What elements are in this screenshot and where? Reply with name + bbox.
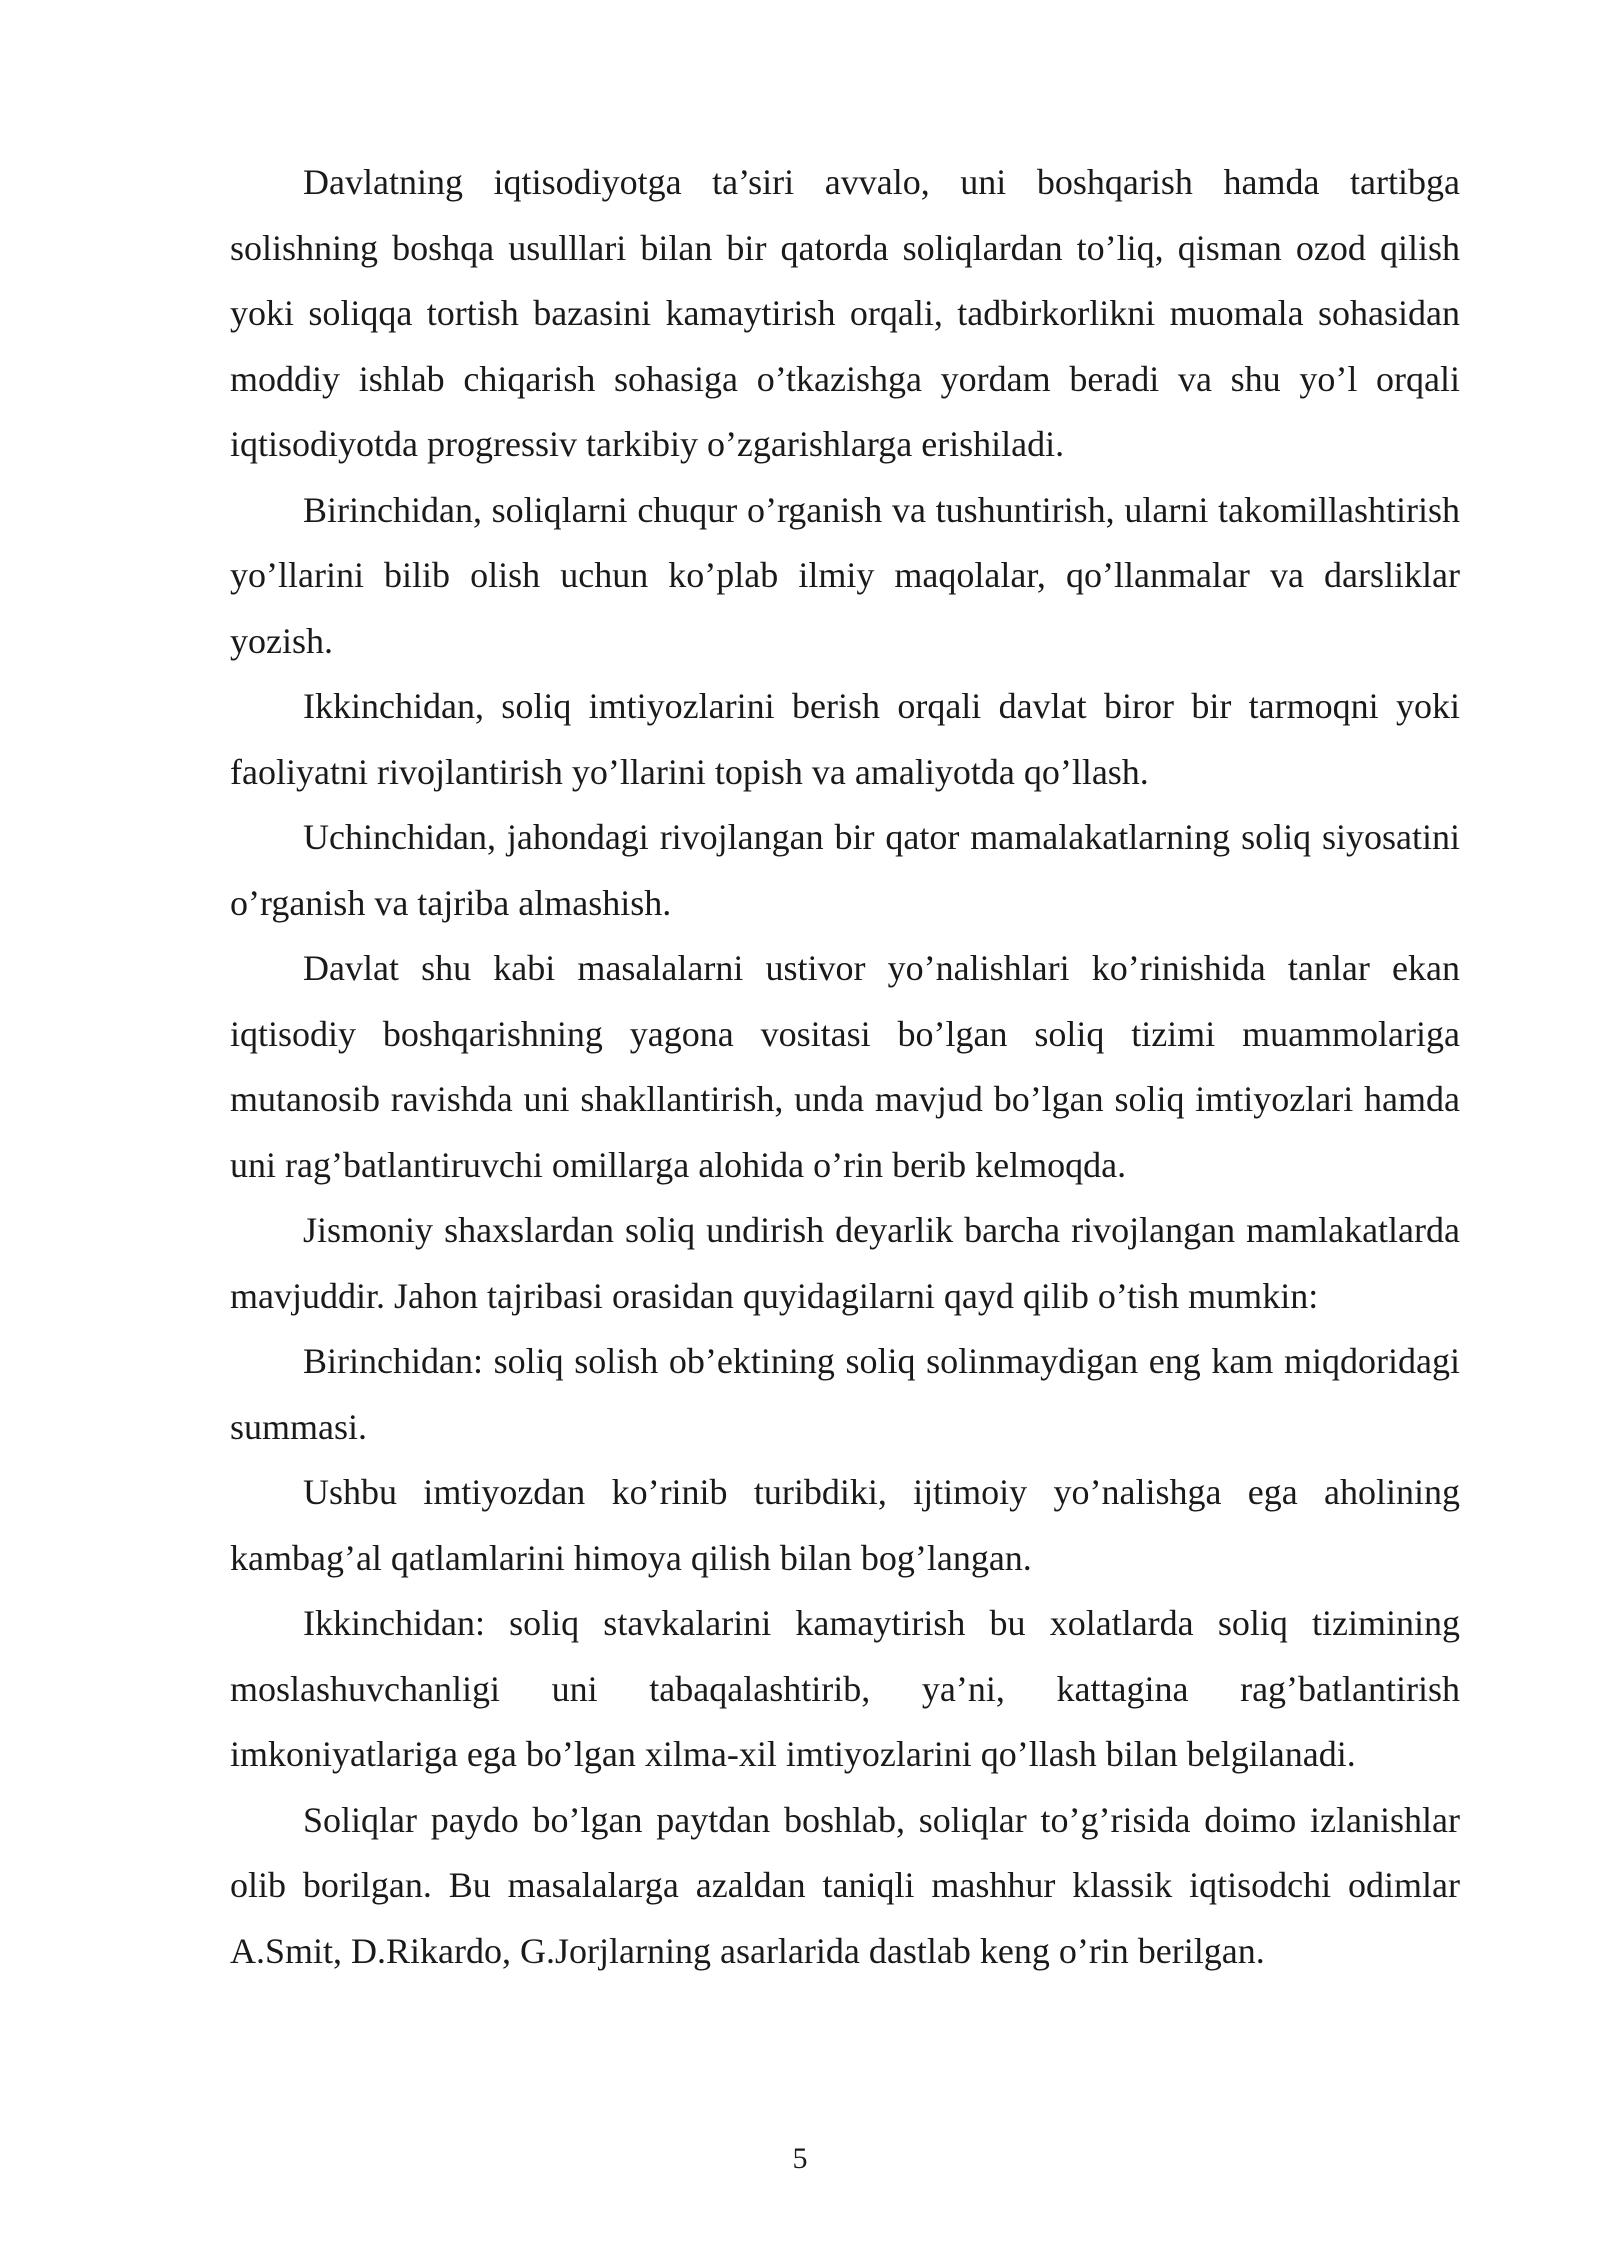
paragraph-6: Jismoniy shaxslardan soliq undirish deyarlik barcha rivojlangan mamlakatlarda mavjuddir. Jahon tajribasi orasidan quyidagilarni qayd qilib o’tish mumkin: bbox=[230, 1210, 1460, 1316]
paragraph-9: Ikkinchidan: soliq stavkalarini kamaytirish bu xolatlarda soliq tizimining moslashuvchanligi uni tabaqalashtirib, ya’ni, kattagina rag’batlantirish imkoniyatlariga ega bo’lgan xilma-xil imtiyozlarini qo’llash bilan belgilanadi. bbox=[230, 1603, 1460, 1774]
paragraph-5: Davlat shu kabi masalalarni ustivor yo’nalishlari ko’rinishida tanlar ekan iqtisodiy boshqarishning yagona vositasi bo’lgan soliq tizimi muammolariga mutanosib ravishda uni shakllantirish, unda mavjud bo’lgan soliq imtiyozlari hamda uni rag’batlantiruvchi omillarga alohida o’rin berib kelmoqda. bbox=[230, 948, 1460, 1185]
paragraph-10: Soliqlar paydo bo’lgan paytdan boshlab, soliqlar to’g’risida doimo izlanishlar olib borilgan. Bu masalalarga azaldan taniqli mashhur klassik iqtisodchi odimlar A.Smit, D.Rikardo, G.Jorjlarning asarlarida dastlab keng o’rin berilgan. bbox=[230, 1799, 1460, 1971]
paragraph-8: Ushbu imtiyozdan ko’rinib turibdiki, ijtimoiy yo’nalishga ega aholining kambag’al qatlamlarini himoya qilish bilan bog’langan. bbox=[230, 1472, 1460, 1578]
paragraph-7: Birinchidan: soliq solish ob’ektining soliq solinmaydigan eng kam miqdoridagi summasi. bbox=[230, 1341, 1460, 1447]
document-body bbox=[230, 150, 1460, 1984]
page-number: 5 bbox=[792, 2142, 808, 2175]
paragraph-1: Davlatning iqtisodiyotga ta’siri avvalo, uni boshqarish hamda tartibga solishning boshqa usulllari bilan bir qatorda soliqlardan to’liq, qisman ozod qilish yoki soliqqa tortish bazasini kamaytirish orqali, tadbirkorlikni muomala sohasidan moddiy ishlab chiqarish sohasiga o’tkazishga yordam beradi va shu yo’l orqali iqtisodiyotda progressiv tarkibiy o’zgarishlarga erishiladi. bbox=[230, 162, 1460, 464]
paragraph-3: Ikkinchidan, soliq imtiyozlarini berish orqali davlat biror bir tarmoqni yoki faoliyatni rivojlantirish yo’llarini topish va amaliyotda qo’llash. bbox=[230, 686, 1460, 792]
paragraph-2: Birinchidan, soliqlarni chuqur o’rganish va tushuntirish, ularni takomillashtirish yo’llarini bilib olish uchun ko’plab ilmiy maqolalar, qo’llanmalar va darsliklar yozish. bbox=[230, 489, 1460, 661]
paragraph-4: Uchinchidan, jahondagi rivojlangan bir qator mamalakatlarning soliq siyosatini o’rganish va tajriba almashish. bbox=[230, 817, 1460, 923]
